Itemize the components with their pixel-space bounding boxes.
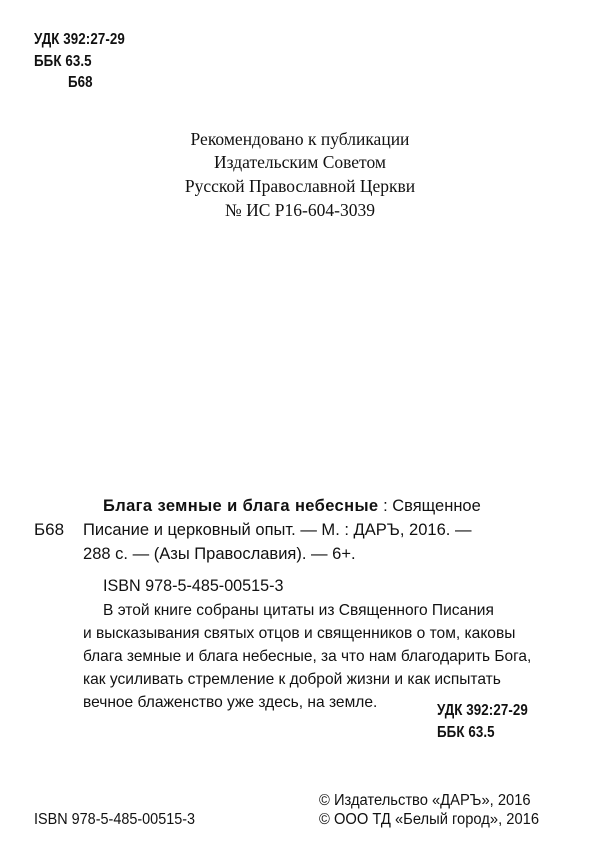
bib-line-1-rest: : Священное	[383, 496, 481, 515]
book-title: Блага земные и блага небесные	[103, 496, 379, 515]
isbn-footer: ISBN 978-5-485-00515-3	[34, 811, 196, 828]
author-sign-top: Б68	[68, 74, 93, 91]
author-sign-bib: Б68	[34, 520, 65, 539]
copyright-distributor: © ООО ТД «Белый город», 2016	[319, 811, 540, 828]
annotation-line-4: как усиливать стремление к доброй жизни и как испытать	[83, 671, 501, 688]
recommendation-line-3: Русской Православной Церкви	[184, 176, 416, 196]
bib-line-2: Писание и церковный опыт. — М. : ДАРЪ, 2016. —	[83, 520, 472, 539]
udk-top: УДК 392:27-29	[34, 31, 125, 48]
bib-line-3: 288 с. — (Азы Православия). — 6+.	[83, 544, 356, 563]
recommendation-line-1: Рекомендовано к публикации	[190, 129, 410, 149]
bbk-top: ББК 63.5	[34, 53, 92, 70]
copyright-publisher: © Издательство «ДАРЪ», 2016	[319, 792, 531, 809]
recommendation-number: № ИС Р16-604-3039	[225, 200, 375, 220]
bbk-bottom: ББК 63.5	[437, 724, 495, 741]
annotation-line-1: В этой книге собраны цитаты из Священного Писания	[103, 602, 494, 619]
annotation-line-3: блага земные и блага небесные, за что нам благодарить Бога,	[83, 648, 532, 665]
annotation-line-2: и высказывания святых отцов и священников о том, каковы	[83, 625, 516, 642]
bib-line-1	[103, 496, 481, 516]
recommendation-line-2: Издательским Советом	[214, 152, 386, 172]
isbn-main: ISBN 978-5-485-00515-3	[103, 576, 284, 595]
udk-bottom: УДК 392:27-29	[437, 702, 528, 719]
annotation-line-5: вечное блаженство уже здесь, на земле.	[83, 694, 378, 711]
